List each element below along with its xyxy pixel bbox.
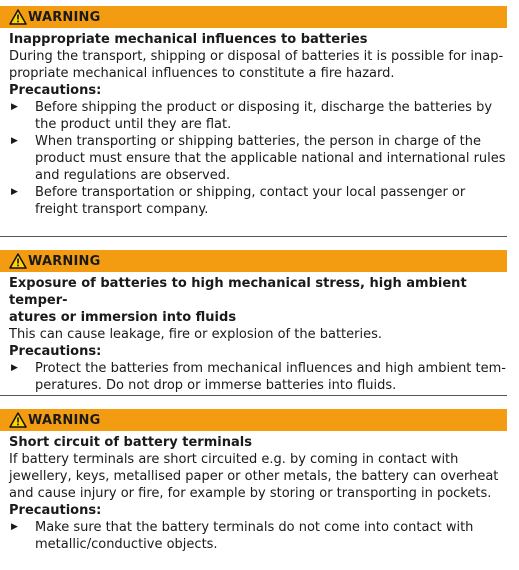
warning-banner <box>0 409 507 431</box>
triangle-bullet-icon: ▶ <box>11 187 18 197</box>
section-divider <box>0 236 507 237</box>
warning-triangle-icon <box>9 412 27 428</box>
triangle-bullet-icon: ▶ <box>11 136 18 146</box>
precaution-item: ▶ Make sure that the battery terminals do not come into contact with metallic/conductive objects. <box>11 520 474 552</box>
warning-section-3 <box>0 409 507 553</box>
warning-description: This can cause leakage, fire or explosion of the batteries. <box>9 327 382 342</box>
warning-title: Exposure of batteries to high mechanical stress, high ambient temper- atures or immersion into fluids <box>9 276 467 325</box>
precautions-heading: Precautions: <box>9 344 102 359</box>
precaution-item: ▶ Before shipping the product or disposing it, discharge the batteries by the product until they are flat. <box>11 100 493 132</box>
warning-label: WARNING <box>28 9 101 25</box>
warning-banner <box>0 6 507 28</box>
warning-label: WARNING <box>28 253 101 269</box>
precautions-heading: Precautions: <box>9 83 102 98</box>
warning-description: If battery terminals are short circuited e.g. by coming in contact with jewellery, keys, metallised paper or other metals, the battery can overheat and cause injury or fire, for example by storing or transporting in pockets. <box>9 452 499 501</box>
precaution-item: ▶ Protect the batteries from mechanical influences and high ambient tem- peratures. Do not drop or immerse batteries into fluids. <box>11 361 506 393</box>
warning-label: WARNING <box>28 412 101 428</box>
triangle-bullet-icon: ▶ <box>11 102 18 112</box>
section-divider <box>0 395 507 396</box>
precaution-item: ▶ Before transportation or shipping, contact your local passenger or freight transport company. <box>11 185 466 217</box>
triangle-bullet-icon: ▶ <box>11 363 18 373</box>
warning-title: Short circuit of battery terminals <box>9 435 252 450</box>
precaution-item: ▶ When transporting or shipping batteries, the person in charge of the product must ensure that the applicable national and international rules and regulations are observed. <box>11 134 506 183</box>
warning-section-1 <box>0 6 507 218</box>
triangle-bullet-icon: ▶ <box>11 522 18 532</box>
warning-triangle-icon <box>9 253 27 269</box>
warning-section-2 <box>0 250 507 394</box>
warning-description: During the transport, shipping or disposal of batteries it is possible for inap- propriate mechanical influences to constitute a fire hazard. <box>9 49 504 81</box>
warning-title: Inappropriate mechanical influences to batteries <box>9 32 368 47</box>
warning-banner <box>0 250 507 272</box>
precautions-heading: Precautions: <box>9 503 102 518</box>
warning-triangle-icon <box>9 9 27 25</box>
